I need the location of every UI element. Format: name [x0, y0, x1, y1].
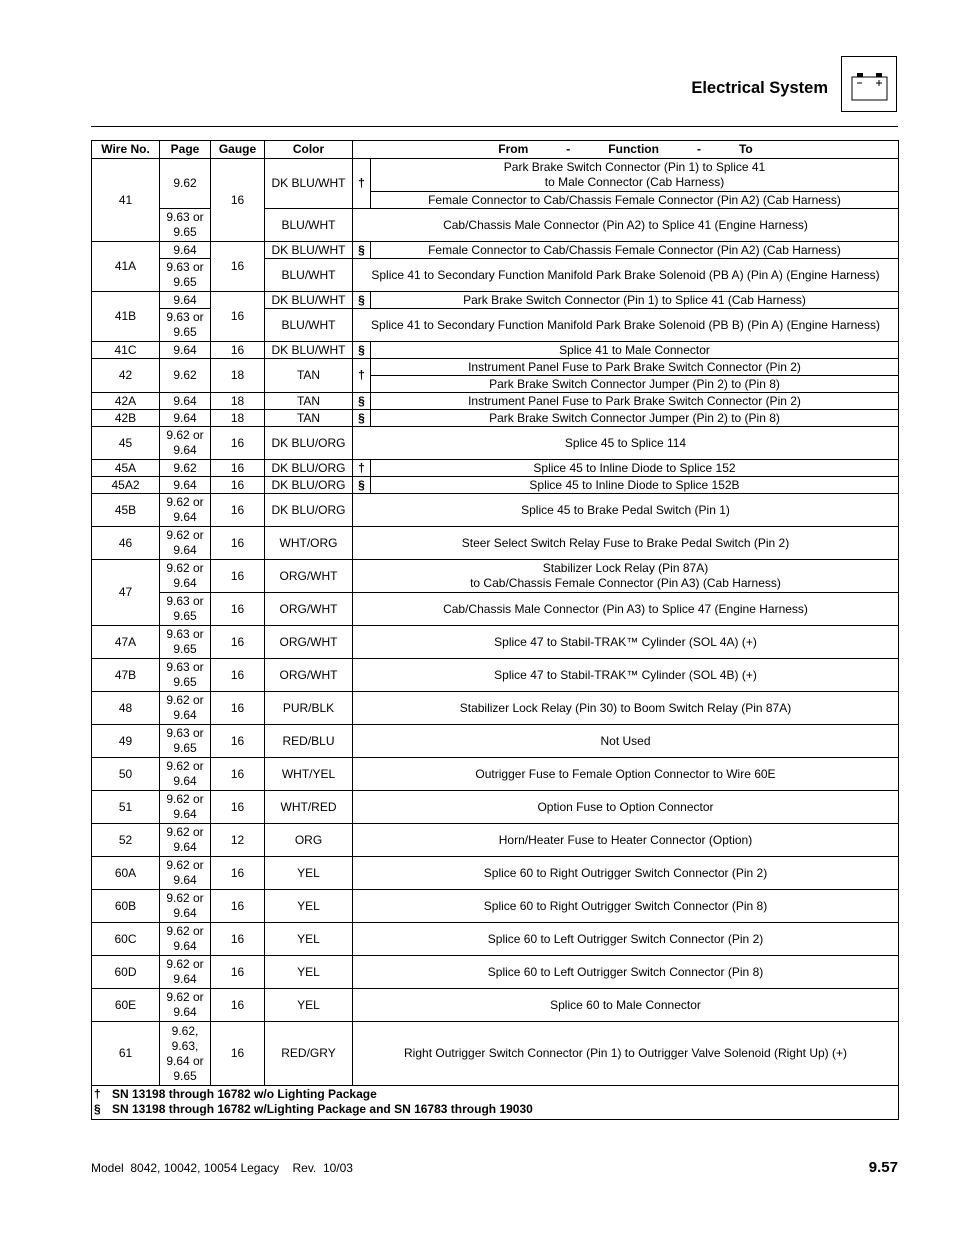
page-line: 9.62 or — [166, 990, 204, 1004]
battery-icon — [842, 57, 896, 111]
gauge-cell: 16 — [211, 242, 265, 292]
page-line: 9.64 — [173, 510, 197, 524]
table-row — [92, 791, 899, 824]
wire-no: 46 — [92, 527, 160, 560]
page-line: 9.63, — [171, 1038, 199, 1053]
page-cell — [160, 626, 211, 659]
wire-no: 52 — [92, 824, 160, 857]
table-row — [92, 758, 899, 791]
footnote-text: SN 13198 through 16782 w/Lighting Package and SN 16783 through 19030 — [112, 1102, 533, 1116]
col-to: To — [738, 142, 753, 156]
gauge-cell: 16 — [211, 477, 265, 494]
color-cell: BLU/WHT — [265, 259, 353, 292]
function-cell: Female Connector to Cab/Chassis Female Connector (Pin A2) (Cab Harness) — [371, 192, 899, 209]
col-function — [353, 141, 899, 159]
page-cell — [160, 989, 211, 1022]
page-line: 9.64 — [173, 1005, 197, 1019]
wire-no: 50 — [92, 758, 160, 791]
function-line: Stabilizer Lock Relay (Pin 87A) — [542, 561, 709, 575]
col-color: Color — [265, 141, 353, 159]
table-row — [92, 956, 899, 989]
function-cell: Instrument Panel Fuse to Park Brake Switch Connector (Pin 2) — [371, 359, 899, 376]
footnote-mark: § — [353, 242, 371, 259]
function-cell: Splice 45 to Inline Diode to Splice 152 — [371, 460, 899, 477]
color-cell: TAN — [265, 393, 353, 410]
function-cell: Splice 45 to Brake Pedal Switch (Pin 1) — [353, 494, 899, 527]
page-line: 9.63 or — [166, 210, 204, 224]
color-cell: DK BLU/ORG — [265, 460, 353, 477]
table-row — [92, 659, 899, 692]
page-line: 9.64 — [173, 708, 197, 722]
function-line: to Male Connector (Cab Harness) — [544, 175, 725, 189]
table-row — [92, 359, 899, 376]
footnote-row — [92, 1086, 899, 1120]
wire-no: 45A2 — [92, 477, 160, 494]
battery-icon-box — [841, 56, 897, 112]
table-row — [92, 410, 899, 427]
color-cell: TAN — [265, 359, 353, 393]
wire-no: 60A — [92, 857, 160, 890]
wire-no: 41A — [92, 242, 160, 292]
col-from: From — [498, 142, 529, 156]
page-cell — [160, 560, 211, 593]
table-row — [92, 692, 899, 725]
function-cell: Splice 60 to Left Outrigger Switch Connector (Pin 8) — [353, 956, 899, 989]
page-cell — [160, 209, 211, 242]
page-cell — [160, 593, 211, 626]
table-row — [92, 824, 899, 857]
gauge-cell: 16 — [211, 427, 265, 460]
page-line: 9.63 or — [166, 310, 204, 324]
footnote-text: SN 13198 through 16782 w/o Lighting Package — [112, 1087, 377, 1101]
color-cell: DK BLU/WHT — [265, 159, 353, 209]
wire-no: 47A — [92, 626, 160, 659]
color-cell: YEL — [265, 923, 353, 956]
table-row — [92, 292, 899, 309]
page-line: 9.63 or — [166, 594, 204, 608]
wire-table — [91, 140, 899, 1120]
color-cell: RED/BLU — [265, 725, 353, 758]
page-cell: 9.64 — [160, 393, 211, 410]
function-cell: Splice 60 to Right Outrigger Switch Connector (Pin 2) — [353, 857, 899, 890]
table-row — [92, 242, 899, 259]
page-cell — [160, 1022, 211, 1086]
function-cell: Outrigger Fuse to Female Option Connector to Wire 60E — [353, 758, 899, 791]
wire-no: 60D — [92, 956, 160, 989]
footnote-mark: † — [353, 359, 371, 393]
page-line: 9.62 or — [166, 891, 204, 905]
page-line: 9.65 — [173, 741, 197, 755]
color-cell: YEL — [265, 857, 353, 890]
color-cell: WHT/ORG — [265, 527, 353, 560]
table-row — [92, 857, 899, 890]
color-cell: DK BLU/WHT — [265, 292, 353, 309]
table-row — [92, 593, 899, 626]
function-cell — [371, 159, 899, 192]
section-title: Electrical System — [691, 79, 828, 97]
color-cell: ORG/WHT — [265, 593, 353, 626]
gauge-cell: 16 — [211, 890, 265, 923]
gauge-cell: 12 — [211, 824, 265, 857]
table-row — [92, 342, 899, 359]
wire-no: 51 — [92, 791, 160, 824]
wire-no: 42A — [92, 393, 160, 410]
col-gauge: Gauge — [211, 141, 265, 159]
wire-no: 42B — [92, 410, 160, 427]
page-line: 9.63 or — [166, 660, 204, 674]
page-cell: 9.64 — [160, 342, 211, 359]
page-line: 9.64 or — [166, 1053, 204, 1068]
page-cell: 9.64 — [160, 410, 211, 427]
page-cell: 9.62 — [160, 460, 211, 477]
page-cell — [160, 758, 211, 791]
function-line: Park Brake Switch Connector (Pin 1) to Splice 41 — [503, 160, 766, 174]
page-line: 9.63 or — [166, 726, 204, 740]
gauge-cell: 18 — [211, 410, 265, 427]
wire-no: 60E — [92, 989, 160, 1022]
function-cell: Splice 41 to Secondary Function Manifold Park Brake Solenoid (PB A) (Pin A) (Engine Harness) — [353, 259, 899, 292]
col-dash-1: - — [566, 142, 571, 156]
table-row — [92, 1022, 899, 1086]
page-line: 9.62 or — [166, 924, 204, 938]
page-line: 9.62 or — [166, 528, 204, 542]
function-cell: Park Brake Switch Connector Jumper (Pin 2) to (Pin 8) — [371, 376, 899, 393]
color-cell: DK BLU/WHT — [265, 342, 353, 359]
wire-no: 45A — [92, 460, 160, 477]
page-cell — [160, 659, 211, 692]
gauge-cell: 16 — [211, 527, 265, 560]
page-line: 9.62, — [171, 1023, 199, 1038]
page-cell — [160, 494, 211, 527]
color-cell: RED/GRY — [265, 1022, 353, 1086]
page-cell — [160, 259, 211, 292]
gauge-cell: 16 — [211, 659, 265, 692]
gauge-cell: 16 — [211, 857, 265, 890]
gauge-cell: 18 — [211, 359, 265, 393]
function-cell: Cab/Chassis Male Connector (Pin A2) to Splice 41 (Engine Harness) — [353, 209, 899, 242]
function-cell: Female Connector to Cab/Chassis Female Connector (Pin A2) (Cab Harness) — [371, 242, 899, 259]
table-row — [92, 725, 899, 758]
footnote-dagger: † — [94, 1087, 101, 1101]
page-number: 9.57 — [868, 1159, 898, 1176]
gauge-cell: 16 — [211, 460, 265, 477]
page-cell — [160, 890, 211, 923]
table-row — [92, 626, 899, 659]
page-cell — [160, 309, 211, 342]
table-row — [92, 159, 899, 192]
table-row — [92, 477, 899, 494]
color-cell: BLU/WHT — [265, 209, 353, 242]
color-cell: DK BLU/ORG — [265, 427, 353, 460]
page-line: 9.65 — [173, 275, 197, 289]
page-line: 9.64 — [173, 774, 197, 788]
page-line: 9.62 or — [166, 957, 204, 971]
table-row — [92, 393, 899, 410]
color-cell: ORG/WHT — [265, 626, 353, 659]
gauge-cell: 16 — [211, 791, 265, 824]
page-cell: 9.64 — [160, 477, 211, 494]
wire-no: 41B — [92, 292, 160, 342]
col-dash-2: - — [696, 142, 701, 156]
header-rule — [91, 126, 898, 127]
page-cell — [160, 824, 211, 857]
function-cell: Splice 47 to Stabil-TRAK™ Cylinder (SOL 4B) (+) — [353, 659, 899, 692]
function-cell: Steer Select Switch Relay Fuse to Brake Pedal Switch (Pin 2) — [353, 527, 899, 560]
color-cell: DK BLU/ORG — [265, 477, 353, 494]
col-function-label: Function — [608, 142, 659, 156]
wire-no: 45 — [92, 427, 160, 460]
page-cell — [160, 427, 211, 460]
wire-no: 41 — [92, 159, 160, 242]
table-row — [92, 427, 899, 460]
color-cell: ORG — [265, 824, 353, 857]
footnote-section: § — [94, 1102, 101, 1116]
page-cell: 9.62 — [160, 159, 211, 209]
gauge-cell: 16 — [211, 692, 265, 725]
function-cell — [353, 560, 899, 593]
function-cell: Horn/Heater Fuse to Heater Connector (Option) — [353, 824, 899, 857]
function-cell: Cab/Chassis Male Connector (Pin A3) to Splice 47 (Engine Harness) — [353, 593, 899, 626]
page-line: 9.65 — [173, 1068, 197, 1083]
footnotes — [92, 1086, 899, 1120]
page-line: 9.65 — [173, 642, 197, 656]
page-line: 9.62 or — [166, 561, 204, 575]
function-cell: Splice 47 to Stabil-TRAK™ Cylinder (SOL 4A) (+) — [353, 626, 899, 659]
page-line: 9.65 — [173, 225, 197, 239]
page-cell: 9.64 — [160, 242, 211, 259]
page-cell: 9.64 — [160, 292, 211, 309]
gauge-cell: 16 — [211, 159, 265, 242]
function-cell: Splice 60 to Right Outrigger Switch Connector (Pin 8) — [353, 890, 899, 923]
color-cell: YEL — [265, 989, 353, 1022]
wire-no: 60B — [92, 890, 160, 923]
color-cell: BLU/WHT — [265, 309, 353, 342]
page-line: 9.62 or — [166, 693, 204, 707]
table-row — [92, 989, 899, 1022]
page-line: 9.64 — [173, 906, 197, 920]
table-header-row — [92, 141, 899, 159]
gauge-cell: 16 — [211, 560, 265, 593]
gauge-cell: 16 — [211, 725, 265, 758]
page-cell — [160, 527, 211, 560]
page-cell — [160, 692, 211, 725]
page-line: 9.64 — [173, 873, 197, 887]
footnote-mark: § — [353, 393, 371, 410]
wire-no: 48 — [92, 692, 160, 725]
gauge-cell: 16 — [211, 593, 265, 626]
table-row — [92, 460, 899, 477]
table-row — [92, 527, 899, 560]
function-cell: Splice 41 to Secondary Function Manifold Park Brake Solenoid (PB B) (Pin A) (Engine Harness) — [353, 309, 899, 342]
color-cell: DK BLU/WHT — [265, 242, 353, 259]
page-line: 9.62 or — [166, 858, 204, 872]
page-line: 9.62 or — [166, 759, 204, 773]
color-cell: TAN — [265, 410, 353, 427]
function-cell: Instrument Panel Fuse to Park Brake Switch Connector (Pin 2) — [371, 393, 899, 410]
page-line: 9.65 — [173, 609, 197, 623]
table-row — [92, 923, 899, 956]
gauge-cell: 16 — [211, 342, 265, 359]
page-line: 9.65 — [173, 675, 197, 689]
color-cell: ORG/WHT — [265, 659, 353, 692]
footnote-mark: § — [353, 410, 371, 427]
page-line: 9.62 or — [166, 428, 204, 442]
color-cell: WHT/RED — [265, 791, 353, 824]
gauge-cell: 16 — [211, 956, 265, 989]
page-line: 9.62 or — [166, 495, 204, 509]
footnote-mark: † — [353, 159, 371, 209]
function-cell: Splice 45 to Inline Diode to Splice 152B — [371, 477, 899, 494]
function-cell: Option Fuse to Option Connector — [353, 791, 899, 824]
page-cell — [160, 791, 211, 824]
wire-no: 47 — [92, 560, 160, 626]
gauge-cell: 16 — [211, 292, 265, 342]
color-cell: YEL — [265, 956, 353, 989]
function-cell: Stabilizer Lock Relay (Pin 30) to Boom Switch Relay (Pin 87A) — [353, 692, 899, 725]
function-cell: Right Outrigger Switch Connector (Pin 1) to Outrigger Valve Solenoid (Right Up) (+) — [353, 1022, 899, 1086]
page-line: 9.64 — [173, 443, 197, 457]
page-cell: 9.62 — [160, 359, 211, 393]
footnote-mark: † — [353, 460, 371, 477]
table-row — [92, 890, 899, 923]
page-line: 9.64 — [173, 840, 197, 854]
gauge-cell: 18 — [211, 393, 265, 410]
page-line: 9.65 — [173, 325, 197, 339]
page-line: 9.63 or — [166, 627, 204, 641]
page-line: 9.64 — [173, 807, 197, 821]
function-cell: Splice 60 to Left Outrigger Switch Connector (Pin 2) — [353, 923, 899, 956]
footnote-mark: § — [353, 292, 371, 309]
gauge-cell: 16 — [211, 989, 265, 1022]
table-row — [92, 560, 899, 593]
col-page: Page — [160, 141, 211, 159]
gauge-cell: 16 — [211, 626, 265, 659]
page-line: 9.62 or — [166, 792, 204, 806]
gauge-cell: 16 — [211, 494, 265, 527]
gauge-cell: 16 — [211, 758, 265, 791]
page-line: 9.64 — [173, 543, 197, 557]
page-line: 9.64 — [173, 939, 197, 953]
table-row — [92, 494, 899, 527]
wire-no: 47B — [92, 659, 160, 692]
wire-no: 41C — [92, 342, 160, 359]
wire-no: 61 — [92, 1022, 160, 1086]
gauge-cell: 16 — [211, 923, 265, 956]
function-line: to Cab/Chassis Female Connector (Pin A3) (Cab Harness) — [470, 576, 781, 590]
gauge-cell: 16 — [211, 1022, 265, 1086]
color-cell: DK BLU/ORG — [265, 494, 353, 527]
page-cell — [160, 923, 211, 956]
footnote-mark: § — [353, 477, 371, 494]
color-cell: PUR/BLK — [265, 692, 353, 725]
wire-no: 60C — [92, 923, 160, 956]
page-line: 9.62 or — [166, 825, 204, 839]
page-cell — [160, 956, 211, 989]
wire-no: 49 — [92, 725, 160, 758]
function-cell: Splice 45 to Splice 114 — [353, 427, 899, 460]
footnote-mark: § — [353, 342, 371, 359]
function-cell: Not Used — [353, 725, 899, 758]
function-cell: Park Brake Switch Connector (Pin 1) to Splice 41 (Cab Harness) — [371, 292, 899, 309]
page-line: 9.63 or — [166, 260, 204, 274]
page-cell — [160, 725, 211, 758]
color-cell: ORG/WHT — [265, 560, 353, 593]
page-line: 9.64 — [173, 972, 197, 986]
color-cell: WHT/YEL — [265, 758, 353, 791]
function-cell: Splice 41 to Male Connector — [371, 342, 899, 359]
function-cell: Splice 60 to Male Connector — [353, 989, 899, 1022]
color-cell: YEL — [265, 890, 353, 923]
function-cell: Park Brake Switch Connector Jumper (Pin 2) to (Pin 8) — [371, 410, 899, 427]
col-wire-no: Wire No. — [92, 141, 160, 159]
footer-model: Model 8042, 10042, 10054 Legacy Rev. 10/03 — [91, 1161, 353, 1175]
page-cell — [160, 857, 211, 890]
wire-no: 42 — [92, 359, 160, 393]
wire-no: 45B — [92, 494, 160, 527]
page-line: 9.64 — [173, 576, 197, 590]
